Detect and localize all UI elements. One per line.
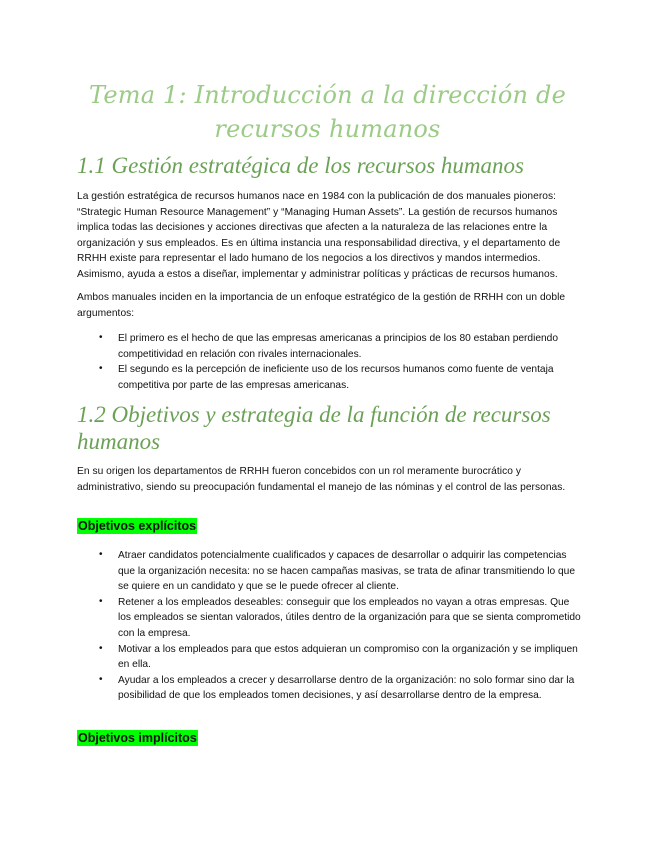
section-2-heading — [77, 401, 551, 455]
list-item-text: Ayudar a los empleados a crecer y desarrollarse dentro de la organización: no solo formar sino dar la posibilidad de que los empleados tomen decisiones, y así desarrollarse dentro de la empresa. — [118, 674, 575, 702]
document-title — [60, 78, 595, 146]
list-item — [77, 673, 582, 704]
implicit-objectives-label: Objetivos implícitos — [78, 731, 197, 745]
explicit-objectives-list — [77, 548, 582, 704]
bullet-icon: • — [99, 363, 103, 375]
bullet-icon: • — [99, 673, 103, 685]
list-item — [77, 362, 582, 393]
section-1-bullet-list — [77, 331, 582, 393]
bullet-icon: • — [99, 595, 103, 607]
explicit-objectives-label: Objetivos explícitos — [78, 519, 197, 533]
title-line-2: recursos humanos — [214, 115, 441, 143]
list-item — [77, 642, 582, 673]
bullet-icon: • — [99, 642, 103, 654]
list-item-text: El segundo es la percepción de ineficiente uso de los recursos humanos como fuente de ventaja competitiva por parte de las empresas americanas. — [118, 364, 554, 391]
section-1-paragraph-1: La gestión estratégica de recursos humanos nace en 1984 con la publicación de dos manuales pioneros: “Strategic Human Resource Management” y “Managing Human Assets”. La gestión de recursos humanos implica todas las decisiones y acciones directivas que afecten a la naturaleza de las relaciones entre la organización y sus empleados. Es en última instancia una responsabilidad directiva, y el departamento de RRHH existe para representar el lado humano de los negocios a los directivos y mandos intermedios. Asimismo, ayuda a estos a diseñar, implementar y administrar políticas y prácticas de recursos humanos. — [77, 191, 561, 280]
list-item — [77, 331, 582, 362]
list-item — [77, 595, 582, 642]
section-1-paragraph-2: Ambos manuales inciden en la importancia de un enfoque estratégico de la gestión de RRHH con un doble argumentos: — [77, 292, 566, 319]
list-item — [77, 548, 582, 595]
bullet-icon: • — [99, 549, 103, 560]
list-item-text: Motivar a los empleados para que estos adquieran un compromiso con la organización y se impliquen en ella. — [118, 643, 578, 671]
list-item-text: Atraer candidatos potencialmente cualificados y capaces de desarrollar o adquirir las competencias que la organización necesita: no se hacen campañas masivas, se trata de afinar transmitiendo lo que se quiere en un candidato y que se le puede ofrecer al cliente. — [118, 550, 576, 593]
section-1-heading: 1.1 Gestión estratégica de los recursos humanos — [77, 153, 524, 178]
list-item-text: El primero es el hecho de que las empresas americanas a principios de los 80 estaban perdiendo competitividad en relación con rivales internacionales. — [118, 333, 559, 360]
section-2-heading-line-1: 1.2 Objetivos y estrategia de la función de recursos — [77, 402, 551, 427]
title-line-1: Tema 1: Introducción a la dirección de — [89, 81, 566, 109]
bullet-icon: • — [99, 332, 103, 343]
section-2-heading-line-2: humanos — [77, 429, 161, 454]
list-item-text: Retener a los empleados deseables: conseguir que los empleados no vayan a otras empresas. Que los empleados se sientan valorados, útiles dentro de la organización para que se sienta comprometido con la empresa. — [118, 596, 581, 639]
section-2-paragraph-1: En su origen los departamentos de RRHH fueron concebidos con un rol meramente burocrático y administrativo, siendo su preocupación fundamental el manejo de las nóminas y el control de las personas. — [77, 466, 566, 493]
